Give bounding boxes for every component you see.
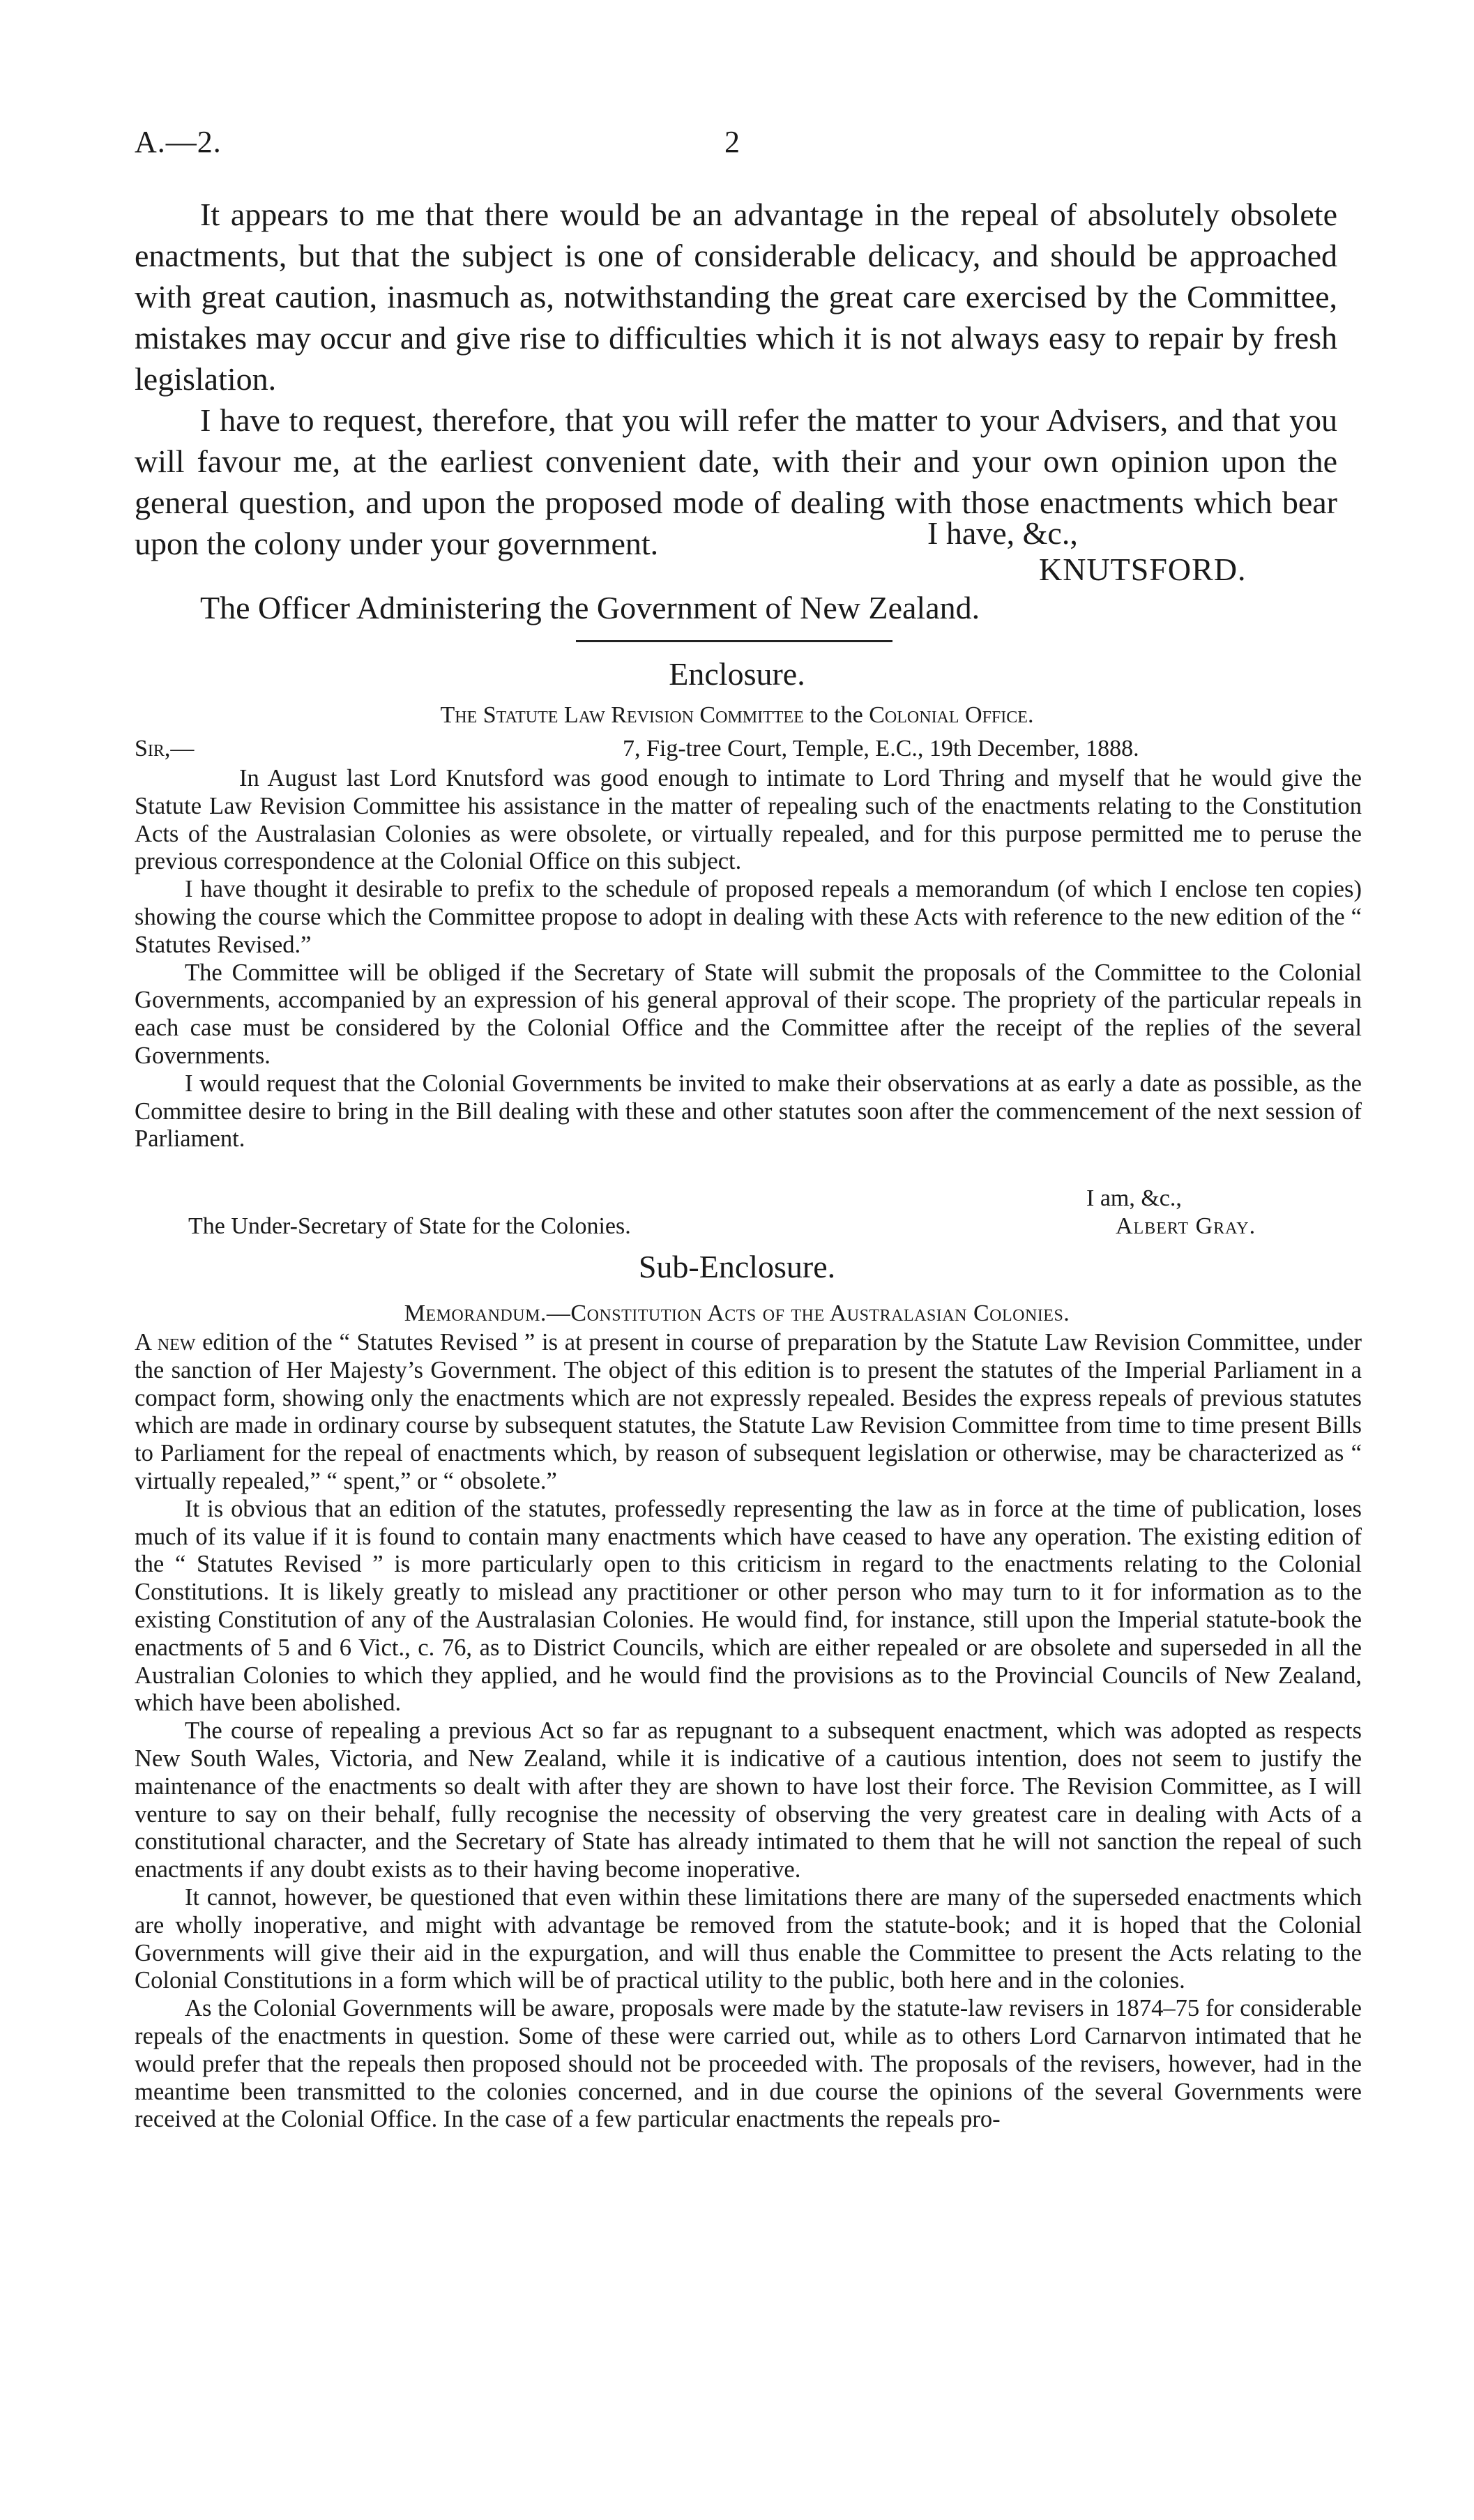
section-divider (576, 640, 892, 642)
memorandum-paragraph: It cannot, however, be questioned that even within these limitations there are many of the superseded enactments which are wholly inoperative, and might with advantage be removed from the statute-book; and it is hoped that the Colonial Governments will give their aid in the expurgation, and will thus enable the Committee to present the Acts relating to the Colonial Constitutions in a form which will be of practical utility to the public, both here and in the colonies. (135, 1883, 1362, 1994)
enclosure-to-word: to the (810, 702, 863, 728)
enclosure-paragraph: In August last Lord Knutsford was good enough to intimate to Lord Thring and myself that he would give the Statute Law Revision Committee his assistance in the matter of repealing such of the enactments relating to the Constitution Acts of the Australasian Colonies as were obsolete, or virtually repealed, and for this purpose permitted me to peruse the previous correspondence at the Colonial Office on this subject. (135, 765, 1362, 875)
letter-addressee: The Officer Administering the Government of New Zealand. (200, 590, 980, 625)
enclosure-to: Colonial Office. (869, 702, 1034, 728)
enclosure-paragraph: The Committee will be obliged if the Secretary of State will submit the proposals of the Committee to the Colonial Governments, accompanied by an expression of his general approval of their scope. The propriety of the particular repeals in each case must be considered by the Colonial Office and the Committee after the receipt of the replies of the several Governments. (135, 959, 1362, 1069)
letter-signature: KNUTSFORD. (1039, 552, 1247, 587)
enclosure-closing: I am, &c., (1086, 1185, 1182, 1211)
memorandum-paragraph: It is obvious that an edition of the statutes, professedly representing the law as in force at the time of publication, loses much of its value if it is found to contain many enactments which have ceased to have any operation. The existing edition of the “ Statutes Revised ” is more particularly open to this criticism in regard to the enactments relating to the Colonial Constitutions. It is likely greatly to mislead any practitioner or other person who may turn to it for information as to the existing Constitution of any of the Australasian Colonies. He would find, for instance, still upon the Imperial statute-book the enactments of 5 and 6 Vict., c. 76, as to District Councils, which are either repealed or are obsolete and superseded in all the Australian Colonies to which they applied, and he would find the provisions as to the Provincial Councils of New Zealand, which have been abolished. (135, 1495, 1362, 1717)
letter-closing: I have, &c., (927, 515, 1078, 551)
page-number: 2 (724, 125, 740, 159)
memorandum-heading: Memorandum.—Constitution Acts of the Australasian Colonies. (404, 1300, 1070, 1326)
memorandum-first-word: A new (135, 1329, 196, 1356)
enclosure-addressee: The Under-Secretary of State for the Colonies. (188, 1213, 631, 1239)
memorandum-paragraph (135, 1329, 1362, 1496)
enclosure-paragraph: I have thought it desirable to prefix to the schedule of proposed repeals a memorandum (of which I enclose ten copies) showing the course which the Committee propose to adopt in dealing with these Acts with reference to the new edition of the “ Statutes Revised.” (135, 876, 1362, 958)
enclosure-title: Enclosure. (669, 656, 805, 692)
memorandum-paragraph: As the Colonial Governments will be aware, proposals were made by the statute-law revisers in 1874–75 for considerable repeals of the enactments in question. Some of these were carried out, while as to others Lord Carnarvon intimated that he would prefer that the repeals then proposed should not be proceeded with. The proposals of the revisers, however, had in the meantime been transmitted to the colonies concerned, and in due course the opinions of the several Governments were received at the Colonial Office. In the case of a few particular enactments the repeals pro- (135, 1995, 1362, 2133)
letter-paragraph: It appears to me that there would be an advantage in the repeal of absolutely obsolete enactments, but that the subject is one of considerable delicacy, and should be approached with great caution, inasmuch as, notwithstanding the great care exercised by the Committee, mistakes may occur and give rise to difficulties which it is not always easy to repair by fresh legislation. (135, 197, 1337, 397)
letter-body (135, 194, 1337, 564)
enclosure-body (135, 765, 1362, 1153)
enclosure-subtitle (0, 702, 1474, 729)
address-date: 7, Fig-tree Court, Temple, E.C., 19th December, 1888. (623, 736, 1139, 761)
document-reference: A.—2. (135, 125, 222, 159)
sub-enclosure-title: Sub-Enclosure. (638, 1249, 836, 1284)
letter-paragraph: I have to request, therefore, that you will refer the matter to your Advisers, and that you will favour me, at the earliest convenient date, with their and your own opinion upon the general question, and upon the proposed mode of dealing with those enactments which bear upon the colony under your government. (135, 402, 1337, 561)
memorandum-paragraph: The course of repealing a previous Act so far as repugnant to a subsequent enactment, which was adopted as respects New South Wales, Victoria, and New Zealand, while it is indicative of a cautious intention, does not seem to justify the maintenance of the enactments so dealt with after they are shown to have lost their force. The Revision Committee, as I will venture to say on their behalf, fully recognise the necessity of observing the very greatest care in dealing with Acts of a constitutional character, and the Secretary of State has already intimated to them that he will not sanction the repeal of such enactments if any doubt exists as to their having become inoperative. (135, 1717, 1362, 1883)
memorandum-paragraph-text: edition of the “ Statutes Revised ” is at present in course of preparation by the Statute Law Revision Committee, under the sanction of Her Majesty’s Government. The object of this edition is to present the statutes of the Imperial Parliament in a compact form, showing only the enactments which are not expressly repealed. Besides the express repeals of previous statutes which are made in ordinary course by subsequent statutes, the Statute Law Revision Committee from time to time present Bills to Parliament for the repeal of enactments which, by reason of subsequent legislation or otherwise, may be characterized as “ virtually repealed,” “ spent,” or “ obsolete.” (135, 1329, 1362, 1494)
enclosure-signature: Albert Gray. (1116, 1213, 1256, 1239)
enclosure-from: The Statute Law Revision Committee (440, 702, 804, 728)
enclosure-paragraph: I would request that the Colonial Governments be invited to make their observations at as early a date as possible, as the Committee desire to bring in the Bill dealing with these and other statutes soon after the commencement of the next session of Parliament. (135, 1070, 1362, 1153)
salutation: Sir,— (135, 736, 195, 761)
memorandum-body (135, 1329, 1362, 2134)
